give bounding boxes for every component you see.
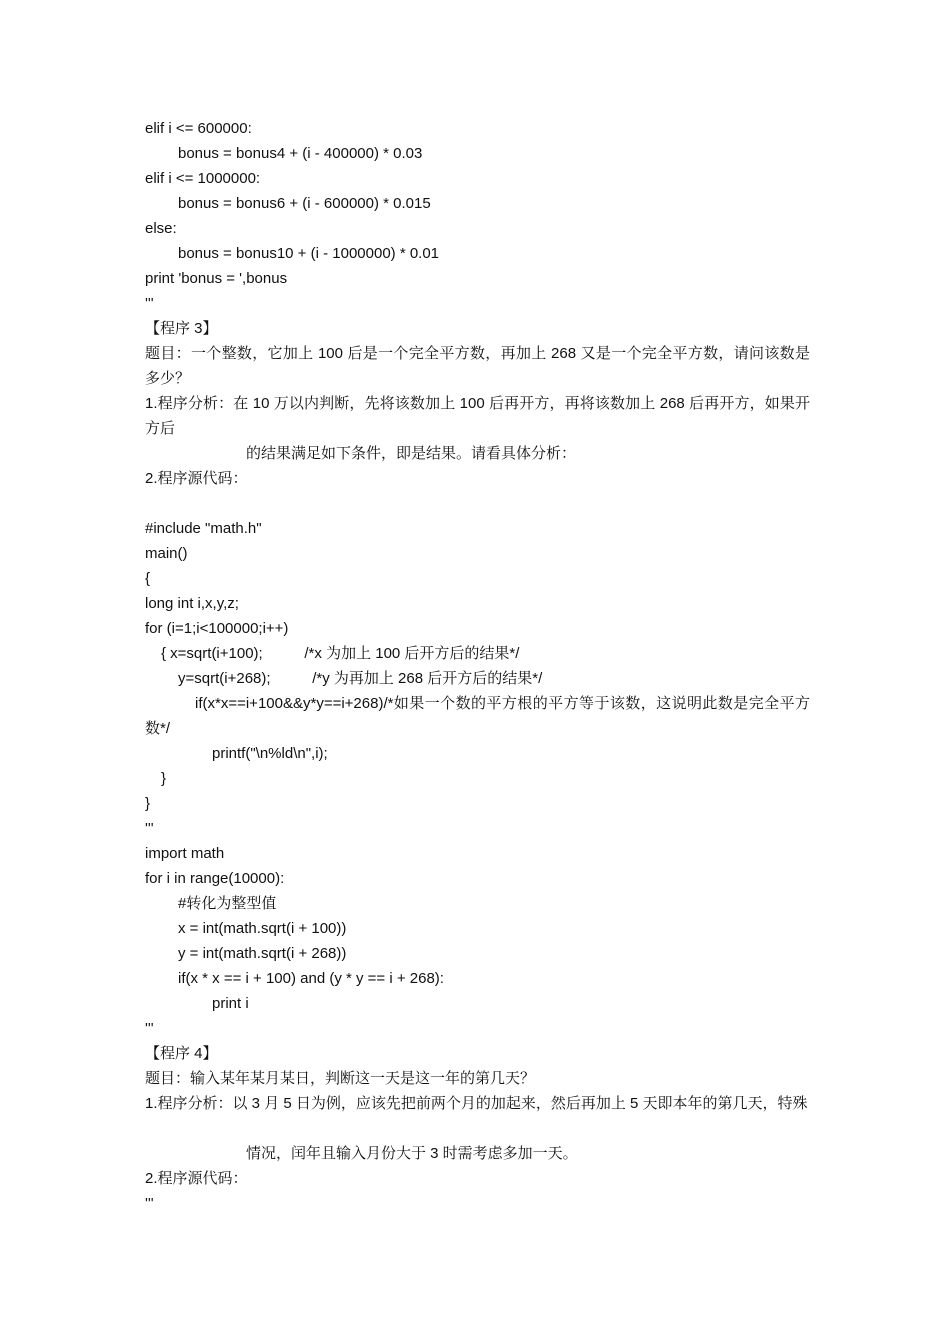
code-line: } bbox=[145, 795, 151, 812]
code-line: elif i <= 600000: bbox=[145, 120, 252, 137]
code-line: ''' bbox=[145, 295, 154, 312]
code-line: bonus = bonus6 + (i - 600000) * 0.015 bbox=[178, 195, 431, 212]
code-line: bonus = bonus4 + (i - 400000) * 0.03 bbox=[178, 145, 423, 162]
code-line: y=sqrt(i+268); /*y 为再加上 268 后开方后的结果*/ bbox=[178, 670, 543, 687]
analysis-text: 的结果满足如下条件，即是结果。请看具体分析： bbox=[246, 445, 577, 462]
code-line: ''' bbox=[145, 820, 154, 837]
code-line: long int i,x,y,z; bbox=[145, 595, 239, 612]
source-heading: 2.程序源代码： bbox=[145, 1170, 248, 1187]
code-line: x = int(math.sqrt(i + 100)) bbox=[178, 920, 347, 937]
code-line: #转化为整型值 bbox=[178, 895, 277, 912]
code-line: ''' bbox=[145, 1195, 154, 1212]
code-line: y = int(math.sqrt(i + 268)) bbox=[178, 945, 347, 962]
code-line: printf("\n%ld\n",i); bbox=[212, 745, 328, 762]
code-line: #include "math.h" bbox=[145, 520, 262, 537]
code-line: for i in range(10000): bbox=[145, 870, 285, 887]
problem-statement: 题目：输入某年某月某日，判断这一天是这一年的第几天？ bbox=[145, 1070, 536, 1087]
source-heading: 2.程序源代码： bbox=[145, 470, 248, 487]
analysis-text: 1.程序分析：以 3 月 5 日为例，应该先把前两个月的加起来，然后再加上 5 天即本年的第几天，特殊 bbox=[145, 1095, 808, 1112]
analysis-text: 1.程序分析：在 10 万以内判断，先将该数加上 100 后再开方，再将该数加上 268 后再开方，如果开方后 bbox=[145, 395, 810, 437]
code-line: } bbox=[161, 770, 167, 787]
code-line: for (i=1;i<100000;i++) bbox=[145, 620, 289, 637]
section-heading: 【程序 3】 bbox=[145, 320, 218, 337]
code-line: elif i <= 1000000: bbox=[145, 170, 261, 187]
code-line: print 'bonus = ',bonus bbox=[145, 270, 288, 287]
code-line: main() bbox=[145, 545, 188, 562]
code-line: bonus = bonus10 + (i - 1000000) * 0.01 bbox=[178, 245, 440, 262]
analysis-text: 情况，闰年且输入月份大于 3 时需考虑多加一天。 bbox=[246, 1145, 578, 1162]
code-line: { x=sqrt(i+100); /*x 为加上 100 后开方后的结果*/ bbox=[161, 645, 520, 662]
code-line: { bbox=[145, 570, 151, 587]
problem-statement: 题目：一个整数，它加上 100 后是一个完全平方数，再加上 268 又是一个完全平方数，请问该数是多少？ bbox=[145, 345, 810, 387]
code-line: else: bbox=[145, 220, 177, 237]
code-line: ''' bbox=[145, 1020, 154, 1037]
code-line: if(x * x == i + 100) and (y * y == i + 268): bbox=[178, 970, 444, 987]
section-heading: 【程序 4】 bbox=[145, 1045, 218, 1062]
code-line: import math bbox=[145, 845, 225, 862]
code-line: print i bbox=[212, 995, 249, 1012]
code-line: if(x*x==i+100&&y*y==i+268)/*如果一个数的平方根的平方等于该数，这说明此数是完全平方数*/ bbox=[145, 695, 810, 737]
